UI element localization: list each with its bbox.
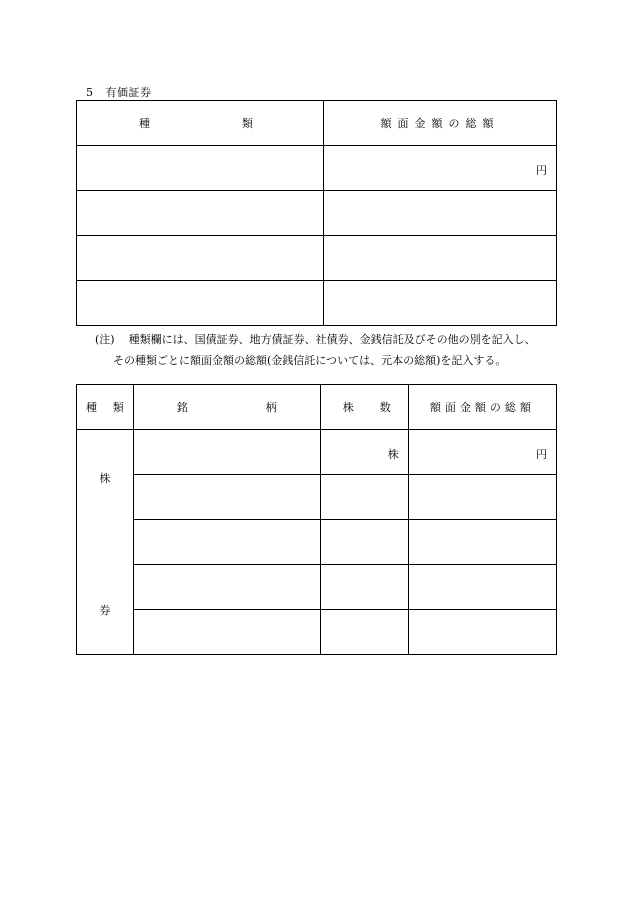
note-line-1: 種類欄には、国債証券、地方債証券、社債券、金銭信託及びその他の別を記入し、 (128, 333, 536, 346)
amount-input-cell[interactable] (408, 475, 556, 520)
header-brand-right: 柄 (265, 401, 277, 414)
table-header-row (77, 385, 557, 430)
section-number: 5 (86, 86, 94, 99)
yen-unit: 円 (536, 448, 547, 461)
amount-input-cell[interactable] (408, 520, 556, 565)
header-type-left: 種 (86, 401, 97, 414)
brand-input-cell[interactable] (133, 565, 320, 610)
stock-certificates-table (76, 384, 557, 655)
shares-input-cell[interactable] (320, 565, 408, 610)
note-label: (注) (95, 333, 115, 346)
amount-input-cell[interactable] (323, 281, 556, 326)
amount-input-cell[interactable] (323, 191, 556, 236)
shares-input-cell[interactable] (320, 610, 408, 655)
note-block (95, 329, 536, 371)
brand-input-cell[interactable] (133, 610, 320, 655)
shares-unit: 株 (387, 448, 399, 461)
shares-input-cell[interactable] (320, 520, 408, 565)
type-input-cell[interactable] (77, 281, 324, 326)
header-shares-right: 数 (379, 401, 391, 414)
header-type-right: 類 (112, 401, 124, 414)
amount-input-cell[interactable] (408, 565, 556, 610)
section-heading: 有価証券 (105, 86, 152, 99)
shares-input-cell[interactable] (320, 475, 408, 520)
amount-input-cell[interactable] (323, 236, 556, 281)
table-row (77, 565, 557, 610)
header-type-left: 種 (139, 117, 150, 130)
shares-input-cell[interactable] (320, 430, 408, 475)
table-row (77, 281, 557, 326)
type-input-cell[interactable] (77, 146, 324, 191)
kind-stock-certificate-cell (77, 430, 134, 655)
header-brand-left: 銘 (176, 401, 188, 414)
header-type-right: 類 (241, 117, 253, 130)
table-row (77, 610, 557, 655)
table-row (77, 475, 557, 520)
table-row (77, 146, 557, 191)
header-type-cell (77, 101, 324, 146)
note-line-2: その種類ごとに額面金額の総額(金銭信託については、元本の総額)を記入する。 (113, 354, 507, 367)
table-header-row (77, 101, 557, 146)
kind-label-top: 株 (99, 472, 111, 485)
amount-input-cell[interactable] (323, 146, 556, 191)
header-shares-cell (320, 385, 408, 430)
yen-unit: 円 (536, 164, 547, 177)
table-row (77, 236, 557, 281)
section-title (86, 84, 152, 100)
securities-summary-table (76, 100, 557, 326)
kind-label-bottom: 券 (99, 604, 111, 617)
table-row (77, 520, 557, 565)
header-type-cell (77, 385, 134, 430)
table-row (77, 430, 557, 475)
type-input-cell[interactable] (77, 236, 324, 281)
brand-input-cell[interactable] (133, 520, 320, 565)
brand-input-cell[interactable] (133, 430, 320, 475)
amount-input-cell[interactable] (408, 430, 556, 475)
table-row (77, 191, 557, 236)
header-total-amount: 額面金額の総額 (323, 101, 556, 146)
amount-input-cell[interactable] (408, 610, 556, 655)
header-total-amount: 額面金額の総額 (408, 385, 556, 430)
brand-input-cell[interactable] (133, 475, 320, 520)
header-brand-cell (133, 385, 320, 430)
type-input-cell[interactable] (77, 191, 324, 236)
header-shares-left: 株 (342, 401, 354, 414)
